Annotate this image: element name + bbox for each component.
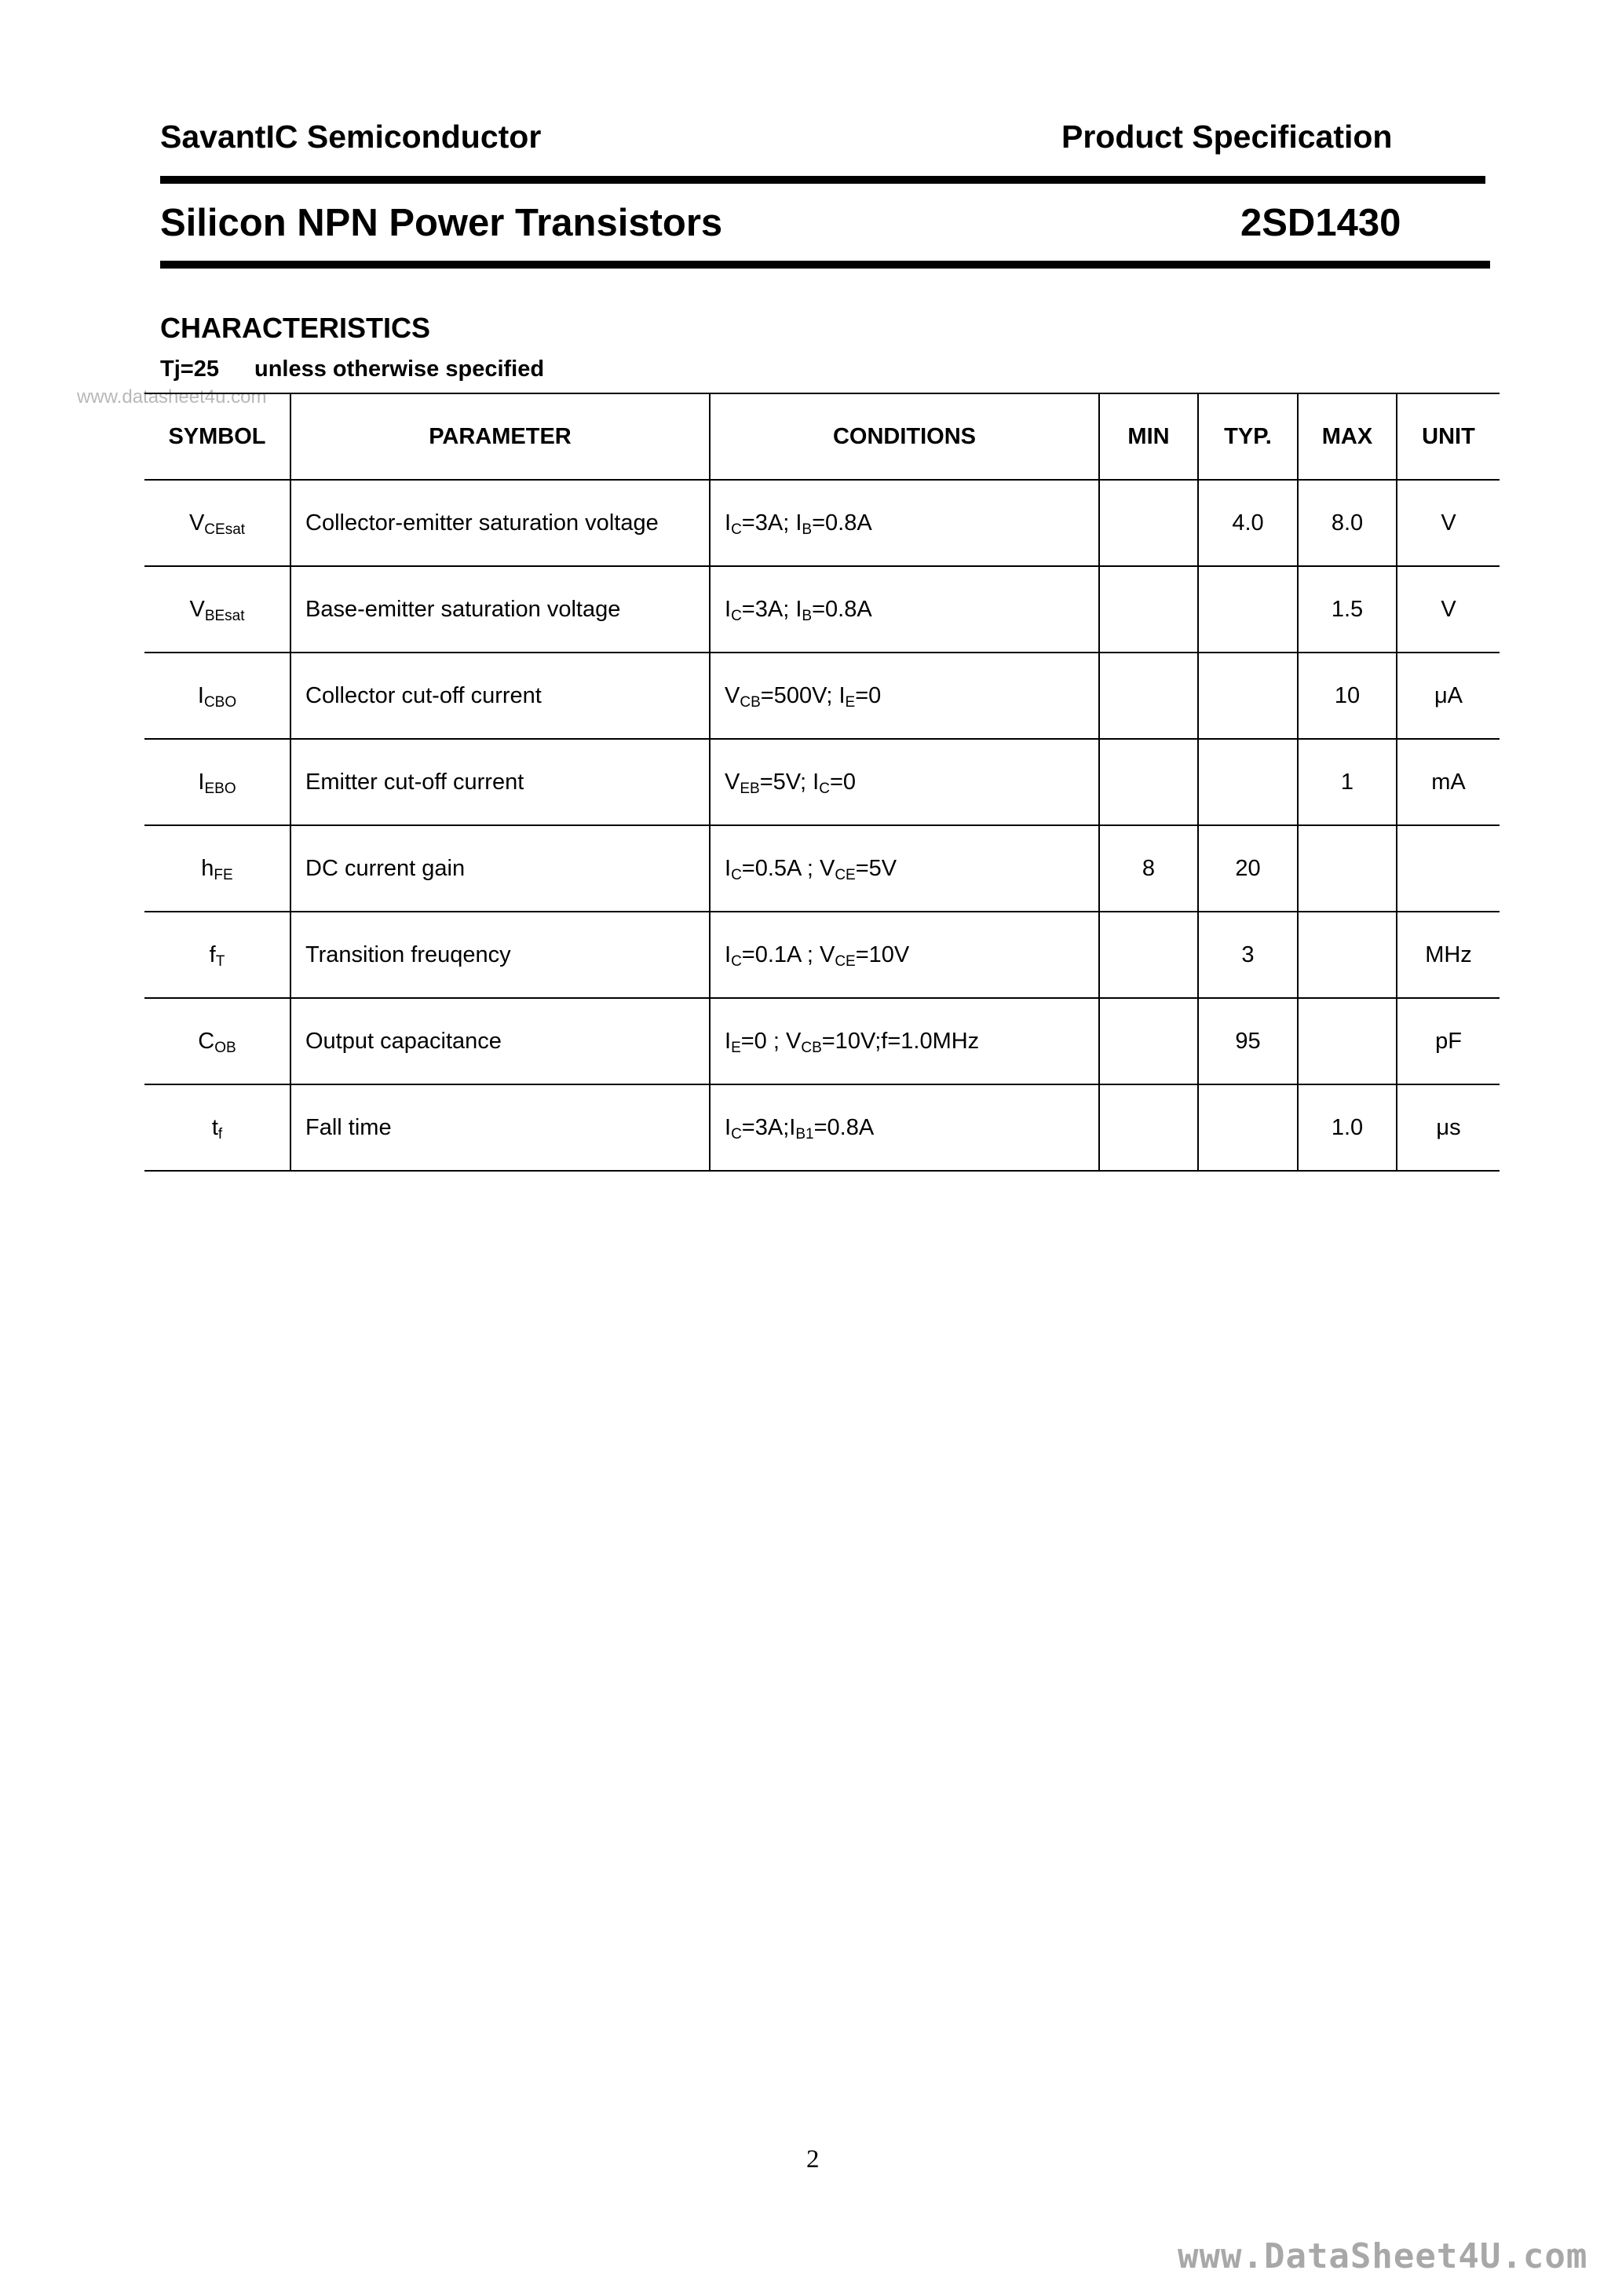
symbol-main: f <box>209 941 216 967</box>
cell-unit: V <box>1397 480 1500 566</box>
symbol-subscript: FE <box>214 866 233 883</box>
condition-subscript: B <box>802 607 813 624</box>
cell-conditions <box>710 825 1099 912</box>
condition-subscript: C <box>731 607 742 624</box>
cell-unit <box>1397 825 1500 912</box>
symbol-main: I <box>198 769 205 795</box>
cell-conditions <box>710 653 1099 739</box>
cell-parameter: Collector cut-off current <box>290 653 710 739</box>
part-number: 2SD1430 <box>1240 202 1401 244</box>
symbol-main: t <box>211 1114 218 1140</box>
cell-parameter: DC current gain <box>290 825 710 912</box>
symbol-main: h <box>201 855 214 881</box>
condition-var: I <box>725 1114 732 1140</box>
cell-min <box>1099 1084 1198 1171</box>
company-name: SavantIC Semiconductor <box>160 119 542 155</box>
condition-var: I <box>789 1114 796 1140</box>
column-header-min: MIN <box>1099 393 1198 480</box>
condition-text: =0 <box>855 682 882 708</box>
cell-parameter: Emitter cut-off current <box>290 739 710 825</box>
condition-text: =3A; <box>741 1114 790 1140</box>
condition-text: =5V; <box>759 769 813 795</box>
cell-max: 8.0 <box>1298 480 1397 566</box>
condition-subscript: C <box>731 866 742 883</box>
cell-conditions <box>710 739 1099 825</box>
header-rule-bottom <box>160 261 1490 269</box>
condition-text: =0.1A ; <box>741 941 820 967</box>
cell-symbol <box>144 1084 290 1171</box>
table-row <box>144 739 1500 825</box>
condition-subscript: CE <box>835 866 856 883</box>
cell-typ <box>1198 566 1298 653</box>
cell-symbol <box>144 566 290 653</box>
cell-parameter: Base-emitter saturation voltage <box>290 566 710 653</box>
product-line-title: Silicon NPN Power Transistors <box>160 202 723 244</box>
condition-subscript: CB <box>801 1039 822 1056</box>
condition-var: I <box>725 510 732 536</box>
symbol-subscript: BEsat <box>204 607 245 624</box>
cell-conditions <box>710 1084 1099 1171</box>
column-header-parameter: PARAMETER <box>290 393 710 480</box>
cell-conditions <box>710 912 1099 998</box>
table-row <box>144 653 1500 739</box>
cell-min <box>1099 480 1198 566</box>
cell-max: 1.0 <box>1298 1084 1397 1171</box>
condition-var: I <box>838 682 846 708</box>
cell-parameter: Fall time <box>290 1084 710 1171</box>
cell-max <box>1298 825 1397 912</box>
cell-min: 8 <box>1099 825 1198 912</box>
characteristics-table <box>144 393 1500 1172</box>
cell-typ: 3 <box>1198 912 1298 998</box>
condition-text: =0.8A <box>812 596 872 622</box>
cell-unit: MHz <box>1397 912 1500 998</box>
condition-text: =3A; <box>741 596 796 622</box>
cell-min <box>1099 739 1198 825</box>
cell-typ: 4.0 <box>1198 480 1298 566</box>
condition-subscript: CB <box>740 693 761 711</box>
cell-unit: μA <box>1397 653 1500 739</box>
cell-max: 10 <box>1298 653 1397 739</box>
cell-parameter: Transition freuqency <box>290 912 710 998</box>
condition-text: =0.8A <box>812 510 872 536</box>
cell-parameter: Collector-emitter saturation voltage <box>290 480 710 566</box>
cell-conditions <box>710 566 1099 653</box>
cell-conditions <box>710 480 1099 566</box>
condition-text: =5V <box>855 855 897 881</box>
column-header-typ: TYP. <box>1198 393 1298 480</box>
condition-var: I <box>795 596 802 622</box>
cell-parameter: Output capacitance <box>290 998 710 1084</box>
cell-symbol <box>144 739 290 825</box>
cell-unit: pF <box>1397 998 1500 1084</box>
condition-text: =0 ; <box>740 1028 786 1054</box>
symbol-main: V <box>189 596 205 622</box>
condition-subscript: C <box>819 780 830 797</box>
condition-var: I <box>725 1028 732 1054</box>
condition-text: =500V; <box>760 682 839 708</box>
symbol-subscript: OB <box>214 1039 236 1056</box>
cell-symbol <box>144 998 290 1084</box>
symbol-subscript: CBO <box>203 693 237 711</box>
symbol-subscript: f <box>217 1125 223 1143</box>
table-header-row <box>144 393 1500 480</box>
condition-text: =0.8A <box>813 1114 875 1140</box>
cell-typ: 95 <box>1198 998 1298 1084</box>
document-type: Product Specification <box>1061 119 1393 155</box>
page-number: 2 <box>806 2145 820 2174</box>
cell-symbol <box>144 653 290 739</box>
condition-text: =3A; <box>741 510 796 536</box>
symbol-subscript: T <box>215 952 225 970</box>
cell-min <box>1099 566 1198 653</box>
column-header-max: MAX <box>1298 393 1397 480</box>
condition-text: =10V <box>855 941 910 967</box>
table-row <box>144 998 1500 1084</box>
condition-var: I <box>795 510 802 536</box>
condition-subscript: EB <box>740 780 760 797</box>
condition-subscript: E <box>845 693 856 711</box>
condition-subscript: C <box>731 521 742 538</box>
condition-text: =10V;f=1.0MHz <box>821 1028 980 1054</box>
cell-min <box>1099 912 1198 998</box>
symbol-main: C <box>198 1028 215 1054</box>
condition-var: V <box>819 855 835 881</box>
table-row <box>144 480 1500 566</box>
header-rule-top <box>160 176 1485 184</box>
cell-max <box>1298 998 1397 1084</box>
symbol-subscript: EBO <box>204 780 236 797</box>
condition-var: I <box>725 855 732 881</box>
condition-subscript: C <box>731 1125 742 1143</box>
condition-text: =0.5A ; <box>741 855 820 881</box>
condition-subscript: CE <box>835 952 856 970</box>
cell-typ <box>1198 653 1298 739</box>
column-header-symbol: SYMBOL <box>144 393 290 480</box>
symbol-main: V <box>188 510 205 536</box>
table-row <box>144 1084 1500 1171</box>
condition-var: I <box>813 769 820 795</box>
condition-var: V <box>725 682 740 708</box>
condition-subscript: C <box>731 952 742 970</box>
condition-var: I <box>725 941 732 967</box>
condition-var: V <box>725 769 740 795</box>
condition-subscript: B1 <box>795 1125 814 1143</box>
watermark-bottom: www.DataSheet4U.com <box>1178 2236 1588 2276</box>
temp-note: unless otherwise specified <box>254 356 545 382</box>
table-row <box>144 566 1500 653</box>
column-header-unit: UNIT <box>1397 393 1500 480</box>
condition-subscript: E <box>731 1039 741 1056</box>
symbol-main: I <box>197 682 204 708</box>
cell-min <box>1099 998 1198 1084</box>
condition-var: V <box>819 941 835 967</box>
cell-max: 1 <box>1298 739 1397 825</box>
cell-max: 1.5 <box>1298 566 1397 653</box>
cell-min <box>1099 653 1198 739</box>
temp-label: Tj=25 <box>160 356 219 382</box>
cell-unit: μs <box>1397 1084 1500 1171</box>
section-title: CHARACTERISTICS <box>160 312 431 344</box>
symbol-subscript: CEsat <box>204 521 246 538</box>
condition-text: =0 <box>829 769 857 795</box>
cell-unit: V <box>1397 566 1500 653</box>
condition-var: I <box>725 596 732 622</box>
watermark-top: www.datasheet4u.com <box>77 386 267 408</box>
cell-max <box>1298 912 1397 998</box>
cell-symbol <box>144 825 290 912</box>
cell-typ <box>1198 1084 1298 1171</box>
table-row <box>144 912 1500 998</box>
table-row <box>144 825 1500 912</box>
condition-subscript: B <box>802 521 813 538</box>
cell-symbol <box>144 912 290 998</box>
cell-unit: mA <box>1397 739 1500 825</box>
cell-conditions <box>710 998 1099 1084</box>
cell-typ <box>1198 739 1298 825</box>
cell-typ: 20 <box>1198 825 1298 912</box>
column-header-conditions: CONDITIONS <box>710 393 1099 480</box>
cell-symbol <box>144 480 290 566</box>
condition-var: V <box>786 1028 802 1054</box>
